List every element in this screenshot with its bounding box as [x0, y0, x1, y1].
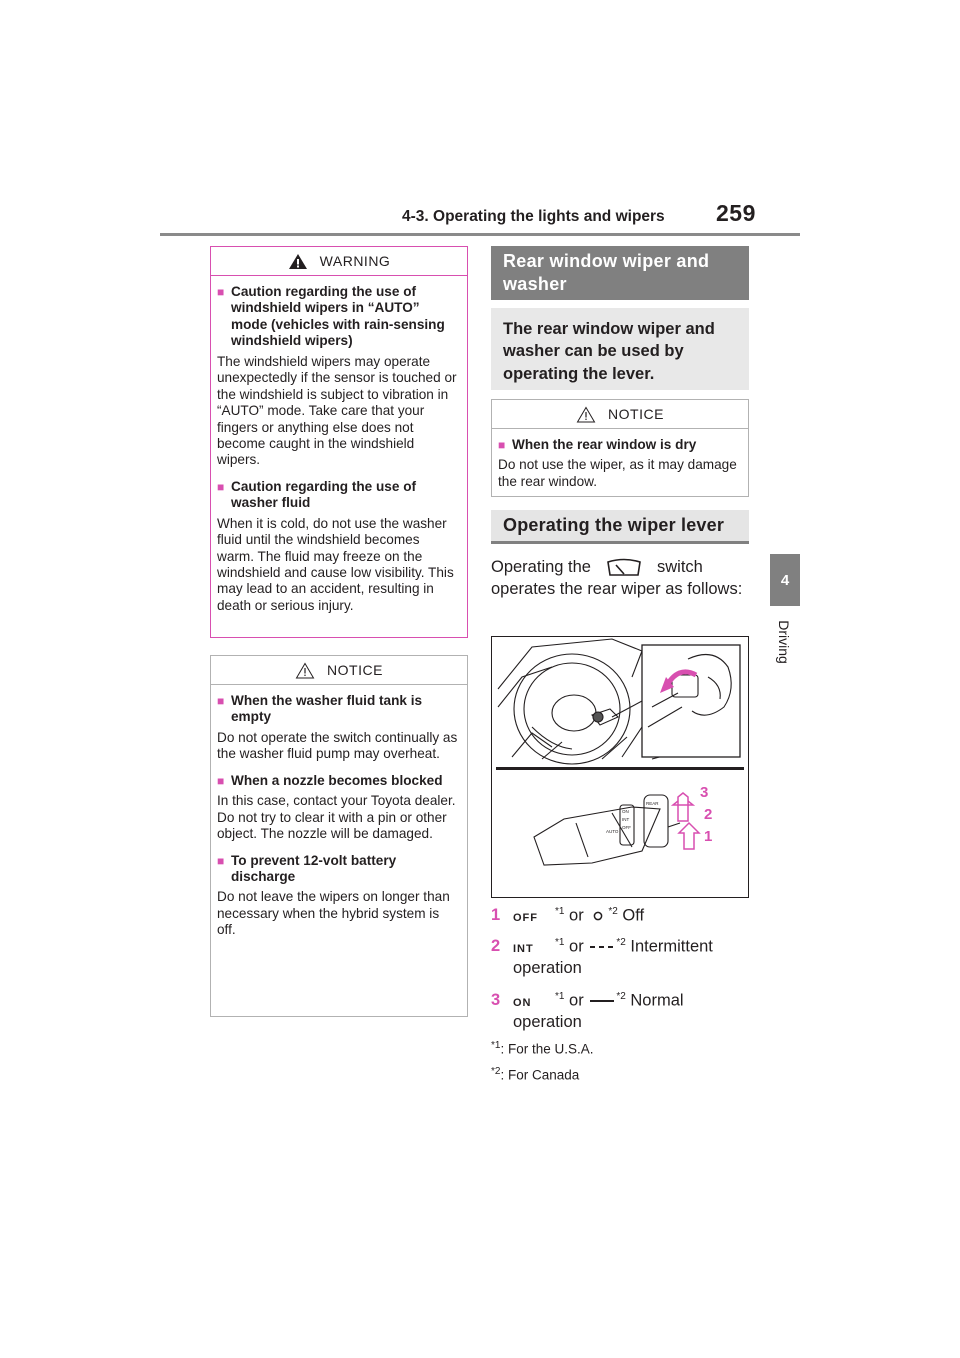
square-bullet-icon: ■	[217, 479, 225, 494]
square-bullet-icon: ■	[217, 694, 225, 708]
notice-paragraph: Do not use the wiper, as it may damage the rear window.	[498, 457, 737, 489]
notice-subheading: ■ When the washer fluid tank is empty	[217, 693, 423, 725]
notice-header	[211, 656, 467, 685]
notice-subheading: ■ When the rear window is dry	[498, 437, 697, 452]
notice-title: NOTICE	[608, 406, 664, 422]
chapter-tab-text: Driving	[776, 620, 792, 664]
svg-text:OFF: OFF	[622, 825, 631, 830]
intermittent-dash-icon	[588, 942, 616, 952]
svg-text:ON: ON	[622, 809, 629, 814]
svg-text:INT: INT	[622, 817, 630, 822]
notice-paragraph: In this case, contact your Toyota dealer. Do not try to clear it with a pin or other object. The nozzle will be damaged.	[217, 793, 456, 842]
notice-paragraph: Do not leave the wipers on longer than necessary when the hybrid system is off.	[217, 889, 450, 938]
svg-text:AUTO: AUTO	[606, 829, 619, 834]
section-title: 4-3. Operating the lights and wipers	[402, 208, 665, 225]
off-circle-icon	[588, 910, 608, 922]
square-bullet-icon: ■	[498, 438, 506, 452]
callout-1: 1	[704, 828, 713, 845]
notice-subheading: ■ To prevent 12-volt battery discharge	[217, 852, 397, 884]
warning-body	[211, 276, 467, 630]
notice-box-left	[210, 655, 468, 1017]
notice-box-right	[491, 399, 749, 497]
warning-box	[210, 246, 468, 638]
notice-paragraph: Do not operate the switch continually as the washer fluid pump may overheat.	[217, 729, 458, 762]
off-symbol: OFF	[513, 911, 538, 924]
chapter-tab-number: 4	[770, 554, 800, 606]
notice-subheading: ■ When a nozzle becomes blocked	[217, 772, 443, 788]
warning-subheading: ■ Caution regarding the use of windshield wipers in “AUTO” mode (vehicles with rain-sensing windshield wipers)	[217, 284, 445, 349]
section-heading-rear-wiper: Rear window wiper and washer	[491, 246, 749, 300]
svg-text:REAR: REAR	[646, 801, 659, 806]
operating-paragraph: Operating the switch operates the rear wiper as follows:	[491, 558, 743, 599]
square-bullet-icon: ■	[217, 773, 225, 788]
callout-3: 3	[700, 784, 709, 801]
warning-title: WARNING	[319, 253, 391, 269]
intro-box: The rear window wiper and washer can be used by operating the lever.	[491, 308, 749, 390]
section-heading-wiper-lever: Operating the wiper lever	[491, 510, 749, 544]
caution-triangle-icon	[576, 406, 596, 423]
page-number: 259	[716, 200, 756, 226]
wiper-lever-drawing	[492, 637, 748, 897]
chapter-tab-label	[772, 612, 796, 682]
caution-triangle-icon	[295, 662, 315, 679]
notice-header	[492, 400, 748, 429]
square-bullet-icon: ■	[217, 285, 225, 299]
warning-paragraph: When it is cold, do not use the washer fluid until the windshield becomes warm. The fluid may freeze on the windshield and cause low visibility. This may lead to an accident, resulting in death or serious injury.	[217, 515, 454, 613]
int-symbol: INT	[513, 942, 534, 955]
notice-body	[211, 685, 467, 955]
footnote: $^{*1}$: For the U.S.A.	[491, 1040, 594, 1057]
on-symbol: ON	[513, 996, 532, 1009]
warning-subheading: ■ Caution regarding the use of washer fluid	[217, 478, 417, 511]
notice-title: NOTICE	[327, 662, 383, 678]
warning-triangle-icon	[288, 253, 308, 270]
callout-2: 2	[704, 806, 713, 823]
footnote: $^{*2}$: For Canada	[491, 1066, 580, 1083]
notice-body	[492, 429, 748, 496]
wiper-lever-illustration	[491, 636, 749, 898]
header-rule	[160, 233, 800, 236]
square-bullet-icon: ■	[217, 853, 225, 868]
warning-paragraph: The windshield wipers may operate unexpectedly if the sensor is touched or the windshield is subject to vibration in “AUTO” mode. Take care that your fingers or anything else does not become caught in the windshield wipers.	[217, 353, 457, 468]
normal-line-icon	[588, 996, 616, 1006]
rear-wiper-symbol-icon	[605, 558, 643, 578]
warning-header	[211, 247, 467, 276]
